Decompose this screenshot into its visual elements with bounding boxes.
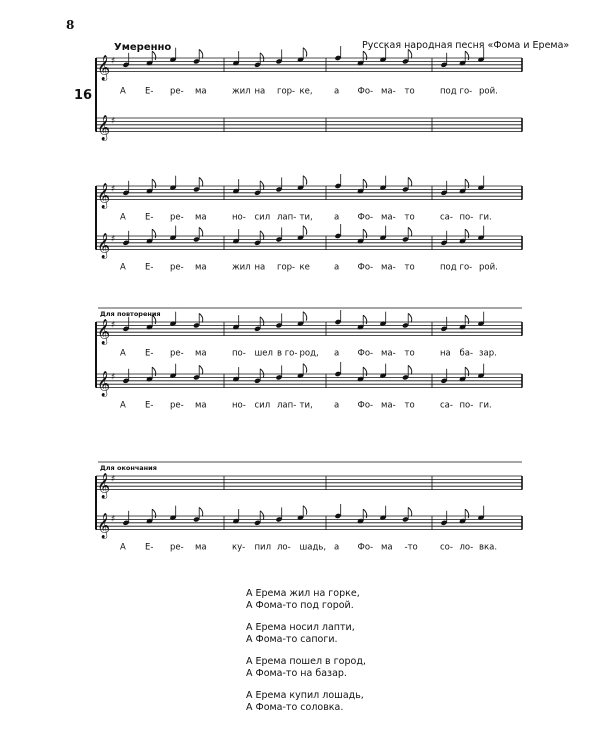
note-flag [260, 511, 264, 520]
upper-lyrics [120, 213, 492, 223]
note-flag [408, 227, 412, 236]
note-flag [303, 226, 307, 235]
upper-staff [96, 183, 522, 209]
lyric-syllable: ги. [479, 212, 492, 223]
note-flag [260, 231, 264, 240]
note-flag [199, 365, 203, 374]
lyric-syllable: Е- [145, 542, 154, 553]
stanza-3 [246, 656, 366, 680]
note-flag [303, 364, 307, 373]
note-flag [465, 315, 469, 324]
treble-clef-icon: 𝄞 [97, 183, 111, 209]
lyric-syllable: а [334, 542, 340, 553]
lyric-syllable: А [120, 348, 126, 359]
sharp-icon: ♯ [111, 56, 116, 67]
lyric-syllable: по- [459, 400, 474, 411]
lyric-syllable: Фо- [357, 348, 374, 359]
lyric-syllable: вка. [479, 542, 498, 553]
sharp-icon: ♯ [111, 474, 116, 485]
stanza-4 [246, 690, 366, 714]
lyric-syllable: гор- [277, 262, 296, 273]
verse-line: А Фома-то соловка. [246, 702, 344, 713]
lyric-syllable: а [334, 262, 340, 273]
lyric-syllable: а [334, 348, 340, 359]
lyric-syllable: ма- [381, 348, 396, 359]
lower-lyrics [120, 401, 492, 411]
note-flag [408, 365, 412, 374]
lyric-syllable: по- [232, 348, 246, 359]
lyric-syllable: а [334, 86, 340, 97]
lyric-syllable: под [440, 86, 457, 97]
lyric-syllable: то [404, 86, 415, 97]
lyric-syllable: то [404, 400, 415, 411]
lyric-syllable: го- [459, 262, 473, 273]
lyric-syllable: ре- [170, 542, 184, 553]
lyric-syllable: ре- [170, 400, 184, 411]
verse-text [246, 588, 366, 724]
note-flag [260, 317, 264, 326]
lyric-syllable: ре- [170, 86, 184, 97]
note-flag [303, 48, 307, 57]
verse-line: А Ерема пошел в город, [246, 656, 366, 667]
verse-line: А Ерема жил на горке, [246, 588, 360, 599]
lyric-syllable: ма [195, 262, 207, 273]
lyric-syllable: шел [254, 348, 273, 359]
song-source: Русская народная песня «Фома и Ерема» [362, 40, 570, 51]
lyric-syllable: ма [195, 86, 207, 97]
note-flag [152, 229, 156, 238]
stanza-2 [246, 622, 366, 646]
lyric-syllable: Фо- [357, 542, 374, 553]
upper-staff [96, 55, 522, 81]
verse-line: А Ерема купил лошадь, [246, 690, 364, 701]
lyric-syllable: ма [195, 212, 207, 223]
note-flag [465, 51, 469, 60]
lower-lyrics [120, 87, 498, 97]
lyric-syllable: ре- [170, 262, 184, 273]
page-number: 8 [66, 18, 75, 32]
note-flag [152, 367, 156, 376]
lyric-syllable: А [120, 262, 126, 273]
lyric-syllable: А [120, 212, 126, 223]
lyric-syllable: а [334, 400, 340, 411]
note-flag [303, 176, 307, 185]
note-flag [199, 49, 203, 58]
lyric-syllable: Е- [145, 348, 154, 359]
stanza-1 [246, 588, 366, 612]
lyric-syllable: ма- [381, 212, 396, 223]
note-flag [152, 509, 156, 518]
lyric-syllable: Фо- [357, 212, 374, 223]
lyric-syllable: Е- [145, 86, 154, 97]
song-number: 16 [74, 88, 93, 103]
treble-clef-icon: 𝄞 [97, 371, 111, 397]
note-flag [199, 177, 203, 186]
lyric-syllable: ре- [170, 212, 184, 223]
lyric-syllable: ло- [459, 542, 474, 553]
lyric-syllable: то [404, 212, 415, 223]
lyric-syllable: ло- [277, 542, 291, 553]
lyric-syllable: Е- [145, 400, 154, 411]
note-flag [363, 509, 367, 518]
note-flag [260, 369, 264, 378]
treble-clef-icon: 𝄞 [97, 319, 111, 345]
note-flag [260, 181, 264, 190]
sharp-icon: ♯ [111, 320, 116, 331]
lyric-syllable: на [254, 262, 266, 273]
verse-line: А Фома-то сапоги. [246, 634, 338, 645]
treble-clef-icon: 𝄞 [97, 115, 111, 141]
lyric-syllable: но- [232, 400, 246, 411]
note-flag [465, 509, 469, 518]
lyric-syllable: ма- [381, 400, 396, 411]
lyric-syllable: в го- [277, 348, 298, 359]
lyric-syllable: ти, [299, 212, 313, 223]
lyric-syllable: Фо- [357, 86, 374, 97]
lyric-syllable: Е- [145, 262, 154, 273]
lyric-syllable: гор- [277, 86, 296, 97]
tempo-marking: Умеренно [114, 42, 172, 53]
lyric-syllable: по- [459, 212, 474, 223]
lower-lyrics [120, 263, 498, 273]
treble-clef-icon: 𝄞 [97, 55, 111, 81]
lyric-syllable: со- [440, 542, 453, 553]
lyric-syllable: ма [195, 400, 207, 411]
lyric-syllable: шадь, [299, 542, 327, 553]
note-flag [408, 313, 412, 322]
verse-line: А Фома-то на базар. [246, 668, 347, 679]
lyric-syllable: ба- [459, 348, 474, 359]
lyric-syllable: зар. [479, 348, 497, 359]
lower-staff [96, 233, 522, 259]
lyric-syllable: род, [299, 348, 319, 359]
note-flag [260, 53, 264, 62]
note-flag [363, 367, 367, 376]
lyric-syllable: на [440, 348, 451, 359]
verse-line: А Фома-то под горой. [246, 600, 354, 611]
lyric-syllable: лап- [277, 400, 297, 411]
section-label: Для окончания [100, 464, 157, 472]
sharp-icon: ♯ [111, 372, 116, 383]
note-flag [408, 507, 412, 516]
sharp-icon: ♯ [111, 116, 116, 127]
note-flag [363, 315, 367, 324]
lyric-syllable: А [120, 400, 126, 411]
lyric-syllable: Фо- [357, 400, 374, 411]
lyric-syllable: лап- [277, 212, 297, 223]
treble-clef-icon: 𝄞 [97, 473, 111, 499]
upper-staff [96, 473, 522, 499]
note-flag [363, 51, 367, 60]
lyric-syllable: жил [232, 262, 251, 273]
lower-lyrics [120, 543, 497, 553]
lyric-syllable: а [334, 212, 340, 223]
lyric-syllable: ке [299, 262, 310, 273]
note-flag [363, 179, 367, 188]
note-flag [152, 179, 156, 188]
lower-staff [96, 115, 522, 141]
lyric-syllable: са- [440, 400, 453, 411]
lyric-syllable: рой. [479, 262, 498, 273]
lyric-syllable: ги. [479, 400, 492, 411]
treble-clef-icon: 𝄞 [97, 513, 111, 539]
note-flag [465, 367, 469, 376]
note-flag [363, 229, 367, 238]
lyric-syllable: ке, [299, 86, 313, 97]
note-flag [465, 179, 469, 188]
lyric-syllable: А [120, 86, 126, 97]
note-flag [199, 507, 203, 516]
note-flag [199, 313, 203, 322]
lyric-syllable: жил [232, 86, 251, 97]
sharp-icon: ♯ [111, 234, 116, 245]
sharp-icon: ♯ [111, 514, 116, 525]
upper-staff [96, 319, 522, 345]
lower-staff [96, 513, 522, 539]
note-flag [408, 177, 412, 186]
lyric-syllable: то [404, 348, 415, 359]
lower-staff [96, 371, 522, 397]
note-flag [303, 312, 307, 321]
lyric-syllable: ре- [170, 348, 184, 359]
lyric-syllable: пил [254, 542, 272, 553]
lyric-syllable: то [404, 262, 415, 273]
lyric-syllable: на [254, 86, 266, 97]
lyric-syllable: Фо- [357, 262, 374, 273]
lyric-syllable: рой. [479, 86, 498, 97]
lyric-syllable: сил [254, 212, 271, 223]
note-flag [303, 506, 307, 515]
lyric-syllable: ма [195, 348, 207, 359]
lyric-syllable: ма [195, 542, 207, 553]
lyric-syllable: ма [381, 542, 393, 553]
lyric-syllable: го- [459, 86, 473, 97]
upper-lyrics [120, 349, 497, 359]
lyric-syllable: сил [254, 400, 271, 411]
lyric-syllable: ма- [381, 262, 396, 273]
treble-clef-icon: 𝄞 [97, 233, 111, 259]
lyric-syllable: под [440, 262, 457, 273]
lyric-syllable: Е- [145, 212, 154, 223]
lyric-syllable: -то [404, 542, 418, 553]
verse-line: А Ерема носил лапти, [246, 622, 355, 633]
lyric-syllable: А [120, 542, 126, 553]
lyric-syllable: ку- [232, 542, 246, 553]
sharp-icon: ♯ [111, 184, 116, 195]
lyric-syllable: ти, [299, 400, 313, 411]
section-label: Для повторения [100, 310, 161, 318]
lyric-syllable: са- [440, 212, 453, 223]
note-flag [465, 229, 469, 238]
lyric-syllable: но- [232, 212, 246, 223]
note-flag [199, 227, 203, 236]
lyric-syllable: ма- [381, 86, 396, 97]
